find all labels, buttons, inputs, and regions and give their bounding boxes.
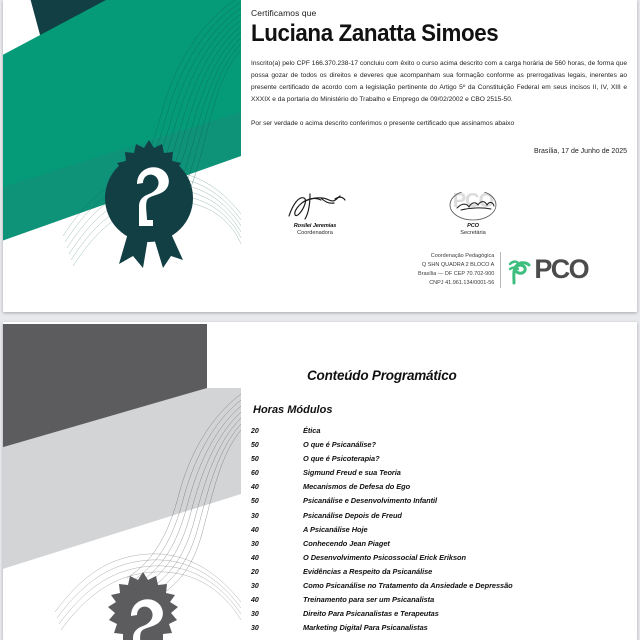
module-row	[243, 482, 637, 496]
module-row	[243, 567, 637, 581]
module-row	[243, 426, 637, 440]
module-name: O que é Psicoterapia?	[303, 454, 380, 464]
certify-label: Certificamos que	[251, 8, 317, 18]
module-hours: 40	[251, 597, 259, 605]
signature-name: Rosilei Jeremias	[293, 223, 337, 229]
module-hours: 30	[251, 625, 259, 633]
module-hours: 60	[251, 470, 259, 478]
signature-role: Secretária	[460, 229, 486, 236]
pco-watermark-seal: PCO	[452, 190, 494, 212]
module-name: Ética	[303, 426, 321, 435]
module-name: Mecanismos de Defesa do Ego	[303, 482, 411, 492]
module-hours: 40	[251, 526, 259, 534]
signature-role: Coordenadora	[297, 229, 333, 236]
module-name: A Psicanálise Hoje	[303, 524, 368, 534]
module-name: Evidências a Respeito da Psicanálise	[303, 566, 433, 576]
address-line: CNPJ 41.961.134/0001-56	[429, 279, 495, 286]
module-hours: 50	[251, 498, 259, 506]
decorative-artwork-page-2	[3, 322, 241, 640]
module-hours: 20	[251, 428, 259, 435]
module-row	[243, 539, 637, 553]
signature-block-secretary	[413, 192, 533, 236]
module-hours: 30	[251, 611, 259, 619]
program-content	[243, 322, 637, 640]
module-row	[243, 609, 637, 623]
footer-block	[418, 252, 588, 288]
module-name: Sigmund Freud e sua Teoria	[303, 468, 401, 478]
module-name: Direito Para Psicanalistas e Terapeutas	[303, 609, 439, 619]
address-line: Q SHN QUADRA 2 BLOCO A	[421, 261, 495, 268]
module-row	[243, 454, 637, 468]
module-row	[243, 595, 637, 609]
module-hours: 20	[251, 568, 259, 576]
certificate-page-1	[3, 0, 637, 312]
address-line: Coordenação Pedagógica	[430, 253, 495, 259]
program-title: Conteúdo Programático	[307, 368, 457, 383]
module-row	[243, 581, 637, 595]
signature-mark	[413, 192, 533, 222]
module-hours: 30	[251, 583, 259, 591]
signature-mark	[255, 192, 375, 222]
module-hours: 50	[251, 456, 259, 464]
module-row	[243, 525, 637, 539]
module-name: O que é Psicanálise?	[303, 440, 376, 450]
module-name: Psicanálise e Desenvolvimento Infantil	[303, 496, 438, 506]
module-name: Psicanálise Depois de Freud	[303, 510, 402, 520]
pco-logo-icon	[507, 255, 533, 285]
recipient-name: Luciana Zanatta Simoes	[251, 20, 499, 47]
module-row	[243, 553, 637, 567]
module-hours: 40	[251, 484, 259, 492]
module-name: Marketing Digital Para Psicanalistas	[303, 623, 428, 633]
module-row	[243, 511, 637, 525]
signature-name: PCO	[467, 223, 479, 229]
date-line: Brasília, 17 de Junho de 2025	[533, 148, 627, 155]
decorative-artwork-page-1	[3, 0, 241, 312]
column-headers: Horas Módulos	[253, 404, 333, 416]
brand-logo	[501, 255, 588, 285]
module-name: Conhecendo Jean Piaget	[303, 538, 390, 548]
closing-statement: Por ser verdade o acima descrito conferimos o presente certificado que assinamos abaixo	[251, 120, 515, 127]
address-line: Brasília — DF CEP 70.702-900	[418, 270, 495, 277]
module-name: Como Psicanálise no Tratamento da Ansiedade e Depressão	[303, 581, 513, 591]
module-hours: 50	[251, 442, 259, 450]
module-hours: 30	[251, 512, 259, 520]
module-row	[243, 468, 637, 482]
module-row	[243, 623, 637, 637]
certificate-page-2	[3, 322, 637, 640]
signature-block-coordinator	[255, 192, 375, 236]
module-row	[243, 440, 637, 454]
module-hours: 40	[251, 554, 259, 562]
brand-wordmark: PCO	[534, 254, 589, 285]
module-hours: 30	[251, 540, 259, 548]
certificate-body-text: Inscrito(a) pelo CPF 166.370.238-17 concluiu com êxito o curso acima descrito com a carga horária de 560 horas, de forma que possa gozar de todos os direitos e deveres que acompanham sua formação conforme as prerrogativas legais, inerentes ao presente certificado de acordo com a legislação pertinente do Artigo 5º da Constituição Federal em seus incisos II, IV, XIII e XXXIX e da portaria do Ministério do Trabalho e Emprego de 09/02/2002 e CBO 2515-50.	[251, 60, 627, 103]
module-name: Treinamento para ser um Psicanalista	[303, 595, 435, 605]
module-name: O Desenvolvimento Psicossocial Erick Erikson	[303, 552, 466, 562]
module-list	[243, 426, 637, 637]
address-block	[418, 252, 501, 288]
module-row	[243, 496, 637, 510]
